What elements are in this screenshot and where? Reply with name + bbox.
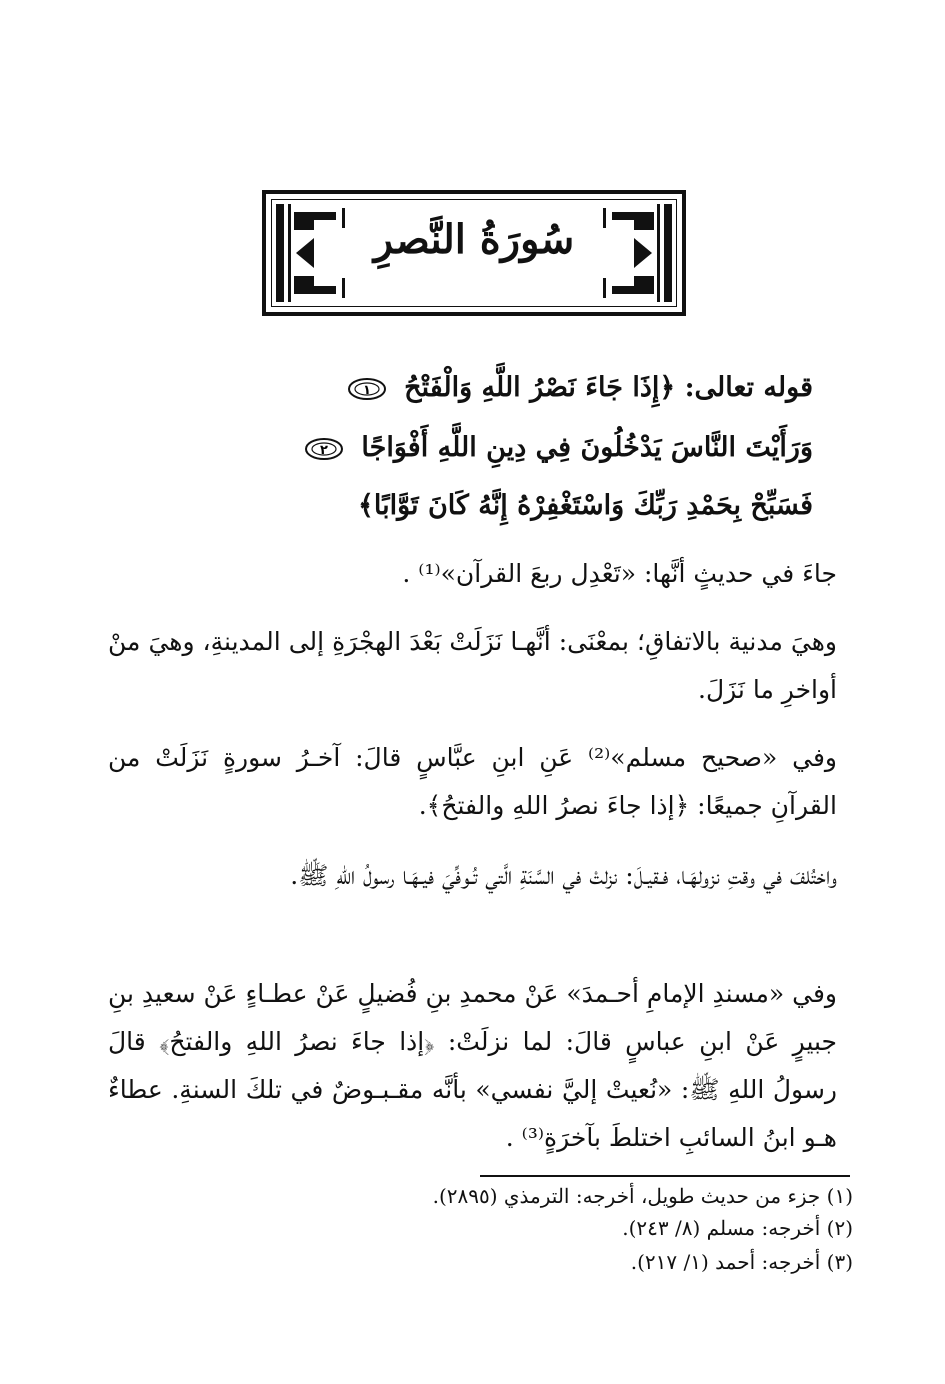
paragraph-1: جاءَ في حديثٍ أنَّها: «تَعْدِل ربعَ القرآن»⁽¹⁾ . [402, 559, 837, 588]
verse-number-marker-icon [304, 436, 344, 462]
verse-text: وَرَأَيْتَ النَّاسَ يَدْخُلُونَ فِي دِينِ اللَّهِ أَفْوَاجًا [361, 432, 813, 463]
paragraph-2: وهيَ مدنية بالاتفاقِ؛ بمعْنَى: أنَّهـا نَزَلَتْ بَعْدَ الهجْرَةِ إلى المدينةِ، وهيَ منْ أواخرِ ما نَزَلَ. [108, 627, 837, 704]
verse-line-1 [123, 372, 813, 403]
verse-number-marker-icon [347, 376, 387, 402]
verse-line-2 [123, 432, 813, 463]
verse-text: قوله تعالى: ﴿إِذَا جَاءَ نَصْرُ اللَّهِ وَالْفَتْحُ [404, 372, 813, 403]
verse-text: فَسَبِّحْ بِحَمْدِ رَبِّكَ وَاسْتَغْفِرْهُ إِنَّهُ كَانَ تَوَّابًا﴾ [358, 490, 813, 521]
surah-title-frame [262, 190, 686, 316]
surah-title: سُورَةُ النَّصرِ [373, 216, 575, 263]
verse-number: ١ [362, 382, 371, 398]
footnote-2: (٢) أخرجه: مسلم (٨/ ٢٤٣). [622, 1216, 853, 1240]
verse-line-3 [123, 490, 813, 521]
paragraph-4: واختُلفَ في وقتِ نزولهَـا، فـقيـلَ: نزلتْ في السَّنَةِ الَّتي تُـوفِّيَ فيـهَـا رسولُ اللهِ ﷺ. [290, 861, 837, 890]
paragraph-3: وفي «صحيح مسلم»⁽²⁾ عَنِ ابنِ عبَّاسٍ قالَ: آخـرُ سورةٍ نَزَلَتْ من القرآنِ جميعًا: ﴿إذا جاءَ نصرُ اللهِ والفتحُ﴾. [108, 743, 837, 820]
verse-number: ٢ [320, 442, 328, 458]
footnote-3: (٣) أخرجه: أحمد (١/ ٢١٧). [630, 1250, 853, 1274]
footnote-separator [480, 1175, 850, 1177]
paragraph-5: وفي «مسندِ الإمامِ أحـمدَ» عَنْ محمدِ بنِ فُضيلٍ عَنْ عطـاءٍ عَنْ سعيدِ بنِ جبيرٍ عَنْ ابنِ عباسٍ قالَ: لما نزلَتْ: ﴿إذا جاءَ نصرُ اللهِ والفتحُ﴾ قالَ رسولُ اللهِ ﷺ: «نُعيتْ إليَّ نفسي» بأنَّه مقـبـوضٌ في تلكَ السنةِ. عطاءٌ هـو ابنُ السائبِ اختلطَ بآخرَةٍ⁽³⁾ . [108, 979, 837, 1152]
footnote-1: (١) جزء من حديث طويل، أخرجه: الترمذي (٢٨٩٥). [432, 1184, 853, 1208]
